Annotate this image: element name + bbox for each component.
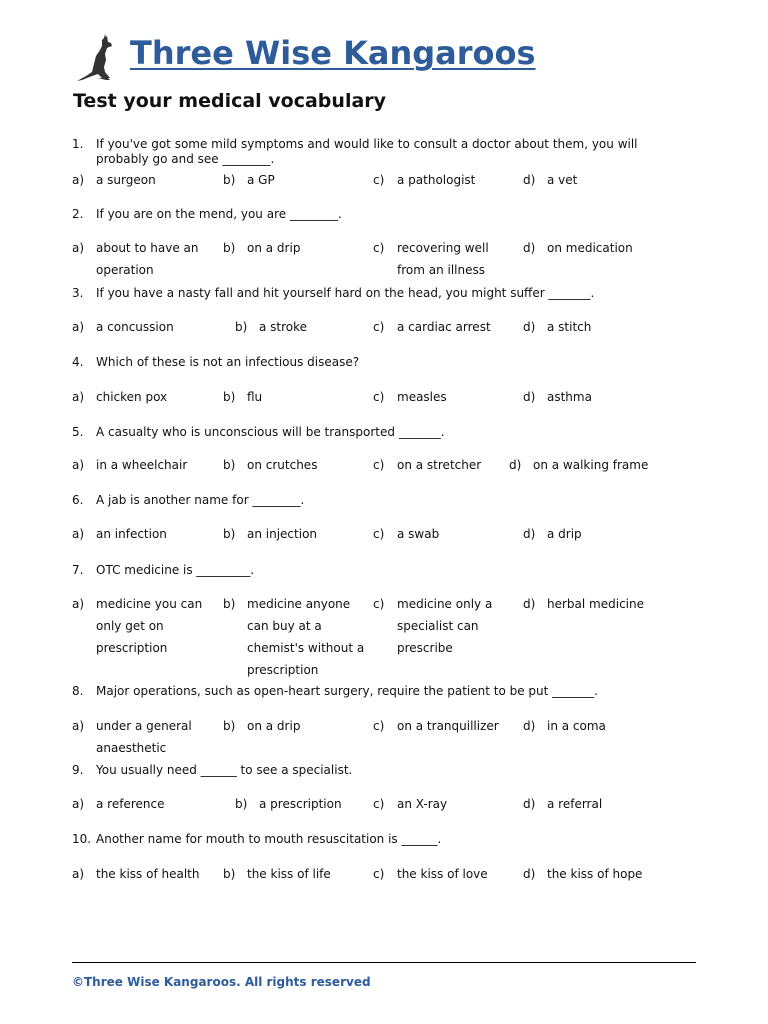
option-text-line: an infection [96, 527, 167, 541]
option-text-line: operation [96, 263, 154, 277]
question-text: OTC medicine is _________. [96, 563, 255, 577]
option-text-line: only get on [96, 619, 164, 633]
option-text-line: medicine you can [96, 597, 203, 611]
option-text-line: asthma [547, 390, 592, 404]
question-6-options [72, 523, 692, 541]
option-text [397, 593, 492, 659]
option-text [247, 523, 317, 545]
option-text [397, 454, 481, 476]
option-letter: b) [223, 173, 236, 187]
option-text-line: measles [397, 390, 447, 404]
option-text-line: an injection [247, 527, 318, 541]
option-text-line: from an illness [397, 263, 486, 277]
option-letter: a) [72, 527, 85, 541]
option-letter: a) [72, 797, 85, 811]
option-letter: a) [72, 390, 85, 404]
question-number: 7. [72, 563, 84, 577]
option-text-line: a swab [397, 527, 440, 541]
option-text [547, 169, 577, 191]
option-letter: c) [373, 458, 385, 472]
option-text [96, 793, 164, 815]
option-letter: c) [373, 527, 385, 541]
question-text: Which of these is not an infectious disease? [96, 355, 360, 369]
brand-title[interactable]: Three Wise Kangaroos [130, 34, 536, 72]
option-text-line: medicine only a [397, 597, 493, 611]
option-text [247, 386, 262, 408]
option-text-line: the kiss of health [96, 867, 200, 881]
option-letter: d) [523, 527, 536, 541]
option-text [397, 386, 447, 408]
question-8-options [72, 715, 692, 755]
option-letter: b) [235, 797, 248, 811]
header [74, 34, 674, 84]
option-text-line: a reference [96, 797, 165, 811]
option-letter: d) [523, 719, 536, 733]
option-text [397, 793, 447, 815]
option-letter: d) [523, 390, 536, 404]
question-text: If you've got some mild symptoms and would like to consult a doctor about them, you will probably go and see ________. [96, 137, 638, 166]
option-text-line: in a wheelchair [96, 458, 188, 472]
question-text: A jab is another name for ________. [96, 493, 305, 507]
question-number: 3. [72, 286, 84, 300]
option-text [247, 593, 364, 681]
option-text [96, 316, 174, 338]
option-text [247, 863, 331, 885]
option-letter: a) [72, 320, 85, 334]
option-letter: d) [523, 797, 536, 811]
question-number: 4. [72, 355, 84, 369]
option-text-line: specialist can [397, 619, 479, 633]
option-letter: b) [235, 320, 248, 334]
question-2-options [72, 237, 692, 277]
option-letter: d) [523, 173, 536, 187]
option-text-line: chicken pox [96, 390, 168, 404]
footer-copyright: ©Three Wise Kangaroos. All rights reserved [72, 975, 371, 989]
question-1-options [72, 169, 692, 187]
option-text [547, 863, 642, 885]
option-text-line: on a drip [247, 719, 301, 733]
question-4-options [72, 386, 692, 404]
option-text-line: about to have an [96, 241, 199, 255]
option-letter: c) [373, 390, 385, 404]
option-letter: a) [72, 597, 85, 611]
option-text-line: can buy at a [247, 619, 322, 633]
option-text [547, 386, 592, 408]
option-text-line: on a tranquillizer [397, 719, 499, 733]
option-letter: a) [72, 458, 85, 472]
option-text [96, 169, 156, 191]
option-text-line: prescription [96, 641, 168, 655]
question-text: If you are on the mend, you are ________. [96, 207, 342, 221]
question-5-options [72, 454, 692, 472]
option-text [397, 237, 489, 281]
option-letter: b) [223, 867, 236, 881]
option-letter: c) [373, 241, 385, 255]
option-text [96, 523, 167, 545]
page-title: Test your medical vocabulary [73, 90, 387, 112]
option-text-line: flu [247, 390, 263, 404]
option-letter: d) [523, 867, 536, 881]
option-text-line: under a general [96, 719, 192, 733]
option-letter: d) [523, 241, 536, 255]
option-text-line: a stroke [259, 320, 308, 334]
option-text [247, 237, 300, 259]
option-text [96, 715, 192, 759]
option-text [96, 237, 199, 281]
option-letter: c) [373, 173, 385, 187]
option-letter: b) [223, 458, 236, 472]
option-letter: b) [223, 527, 236, 541]
option-text [96, 386, 167, 408]
option-text-line: medicine anyone [247, 597, 351, 611]
option-text-line: a prescription [259, 797, 342, 811]
option-text [397, 715, 499, 737]
option-text [547, 715, 606, 737]
option-letter: c) [373, 320, 385, 334]
option-letter: d) [523, 597, 536, 611]
option-letter: a) [72, 867, 85, 881]
option-text [397, 863, 488, 885]
option-text-line: a drip [547, 527, 582, 541]
option-text [96, 454, 187, 476]
option-letter: b) [223, 719, 236, 733]
option-text-line: prescription [247, 663, 319, 677]
question-number: 1. [72, 137, 84, 151]
question-number: 5. [72, 425, 84, 439]
option-text-line: a referral [547, 797, 603, 811]
option-text [259, 316, 307, 338]
option-text [397, 316, 491, 338]
option-text-line: a GP [247, 173, 275, 187]
option-text-line: the kiss of hope [547, 867, 643, 881]
question-number: 10. [72, 832, 92, 846]
option-text [247, 715, 300, 737]
option-text-line: on medication [547, 241, 633, 255]
question-number: 6. [72, 493, 84, 507]
option-text [397, 523, 439, 545]
option-text [397, 169, 475, 191]
option-letter: c) [373, 719, 385, 733]
option-text [547, 793, 602, 815]
option-text-line: recovering well [397, 241, 489, 255]
question-number: 2. [72, 207, 84, 221]
question-10-options [72, 863, 692, 881]
option-text [547, 316, 591, 338]
option-text [533, 454, 648, 476]
option-letter: c) [373, 797, 385, 811]
question-3-options [72, 316, 692, 334]
option-letter: d) [509, 458, 522, 472]
option-text-line: a vet [547, 173, 578, 187]
option-text-line: on crutches [247, 458, 318, 472]
option-text-line: on a drip [247, 241, 301, 255]
option-letter: a) [72, 241, 85, 255]
option-text [547, 523, 582, 545]
option-text-line: chemist's without a [247, 641, 365, 655]
question-text: You usually need ______ to see a specialist. [96, 763, 353, 777]
option-letter: c) [373, 597, 385, 611]
option-text-line: herbal medicine [547, 597, 644, 611]
option-letter: a) [72, 173, 85, 187]
option-text-line: a concussion [96, 320, 174, 334]
option-letter: b) [223, 390, 236, 404]
option-text [259, 793, 342, 815]
question-text: A casualty who is unconscious will be transported _______. [96, 425, 445, 439]
question-number: 9. [72, 763, 84, 777]
option-text-line: prescribe [397, 641, 453, 655]
option-text-line: a cardiac arrest [397, 320, 491, 334]
option-text-line: in a coma [547, 719, 606, 733]
question-text: If you have a nasty fall and hit yourself hard on the head, you might suffer _______. [96, 286, 595, 300]
option-text-line: the kiss of life [247, 867, 331, 881]
option-text-line: anaesthetic [96, 741, 167, 755]
option-text [247, 169, 275, 191]
option-letter: c) [373, 867, 385, 881]
option-text [247, 454, 317, 476]
question-9-options [72, 793, 692, 811]
option-text [96, 593, 202, 659]
option-letter: b) [223, 241, 236, 255]
option-letter: a) [72, 719, 85, 733]
option-text-line: a stitch [547, 320, 592, 334]
option-text-line: an X-ray [397, 797, 448, 811]
option-text-line: on a stretcher [397, 458, 482, 472]
question-text: Major operations, such as open-heart surgery, require the patient to be put _______. [96, 684, 598, 698]
question-number: 8. [72, 684, 84, 698]
question-text: Another name for mouth to mouth resuscitation is ______. [96, 832, 442, 846]
option-text [96, 863, 199, 885]
kangaroo-icon [74, 34, 122, 82]
footer-divider [72, 962, 696, 963]
option-text-line: a pathologist [397, 173, 476, 187]
option-letter: b) [223, 597, 236, 611]
option-text [547, 593, 644, 615]
question-7-options [72, 593, 692, 677]
option-letter: d) [523, 320, 536, 334]
option-text-line: a surgeon [96, 173, 156, 187]
option-text-line: on a walking frame [533, 458, 649, 472]
option-text [547, 237, 633, 259]
option-text-line: the kiss of love [397, 867, 488, 881]
